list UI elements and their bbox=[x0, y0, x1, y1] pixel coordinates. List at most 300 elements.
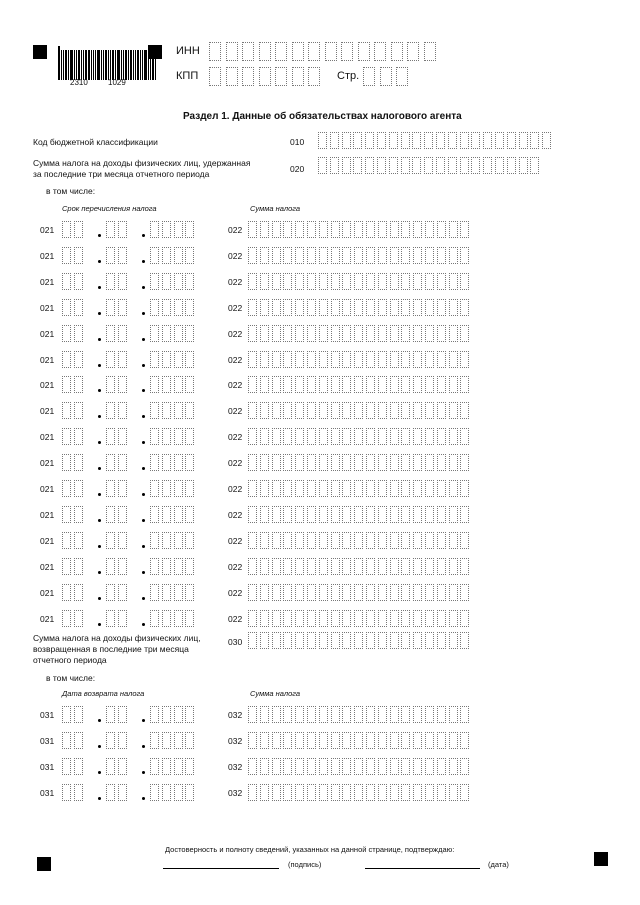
char-cell[interactable] bbox=[495, 157, 504, 174]
char-cell[interactable] bbox=[74, 221, 83, 238]
char-cell[interactable] bbox=[507, 132, 516, 149]
char-cell[interactable] bbox=[331, 325, 340, 342]
char-cell[interactable] bbox=[150, 247, 159, 264]
char-cell[interactable] bbox=[74, 376, 83, 393]
char-cell[interactable] bbox=[295, 428, 304, 445]
char-cell[interactable] bbox=[354, 558, 363, 575]
char-cell[interactable] bbox=[118, 454, 127, 471]
char-cell[interactable] bbox=[366, 480, 375, 497]
char-cell[interactable] bbox=[248, 480, 257, 497]
char-cell[interactable] bbox=[401, 732, 410, 749]
char-cell[interactable] bbox=[331, 558, 340, 575]
char-cell[interactable] bbox=[460, 247, 469, 264]
char-cell[interactable] bbox=[62, 558, 71, 575]
sum-cells[interactable] bbox=[248, 784, 472, 801]
date-month-cells[interactable] bbox=[106, 428, 130, 445]
char-cell[interactable] bbox=[424, 132, 433, 149]
char-cell[interactable] bbox=[519, 157, 528, 174]
char-cell[interactable] bbox=[174, 480, 183, 497]
char-cell[interactable] bbox=[272, 506, 281, 523]
char-cell[interactable] bbox=[272, 610, 281, 627]
char-cell[interactable] bbox=[401, 610, 410, 627]
char-cell[interactable] bbox=[185, 325, 194, 342]
char-cell[interactable] bbox=[295, 784, 304, 801]
char-cell[interactable] bbox=[74, 325, 83, 342]
char-cell[interactable] bbox=[62, 584, 71, 601]
char-cell[interactable] bbox=[366, 610, 375, 627]
char-cell[interactable] bbox=[425, 584, 434, 601]
char-cell[interactable] bbox=[106, 584, 115, 601]
date-year-cells[interactable] bbox=[150, 758, 197, 775]
char-cell[interactable] bbox=[413, 325, 422, 342]
char-cell[interactable] bbox=[425, 558, 434, 575]
char-cell[interactable] bbox=[401, 157, 410, 174]
char-cell[interactable] bbox=[425, 351, 434, 368]
char-cell[interactable] bbox=[390, 480, 399, 497]
char-cell[interactable] bbox=[106, 454, 115, 471]
char-cell[interactable] bbox=[319, 558, 328, 575]
char-cell[interactable] bbox=[260, 376, 269, 393]
char-cell[interactable] bbox=[401, 428, 410, 445]
date-day-cells[interactable] bbox=[62, 784, 86, 801]
char-cell[interactable] bbox=[209, 42, 221, 61]
char-cell[interactable] bbox=[448, 132, 457, 149]
char-cell[interactable] bbox=[248, 558, 257, 575]
char-cell[interactable] bbox=[390, 532, 399, 549]
sum-cells[interactable] bbox=[248, 532, 472, 549]
char-cell[interactable] bbox=[424, 157, 433, 174]
date-day-cells[interactable] bbox=[62, 376, 86, 393]
char-cell[interactable] bbox=[260, 221, 269, 238]
char-cell[interactable] bbox=[162, 428, 171, 445]
char-cell[interactable] bbox=[413, 454, 422, 471]
char-cell[interactable] bbox=[295, 584, 304, 601]
char-cell[interactable] bbox=[307, 480, 316, 497]
char-cell[interactable] bbox=[363, 67, 375, 86]
char-cell[interactable] bbox=[226, 42, 238, 61]
char-cell[interactable] bbox=[354, 351, 363, 368]
char-cell[interactable] bbox=[331, 480, 340, 497]
char-cell[interactable] bbox=[118, 247, 127, 264]
char-cell[interactable] bbox=[174, 376, 183, 393]
char-cell[interactable] bbox=[449, 454, 458, 471]
char-cell[interactable] bbox=[248, 584, 257, 601]
date-month-cells[interactable] bbox=[106, 610, 130, 627]
char-cell[interactable] bbox=[413, 506, 422, 523]
char-cell[interactable] bbox=[437, 221, 446, 238]
char-cell[interactable] bbox=[401, 784, 410, 801]
char-cell[interactable] bbox=[401, 584, 410, 601]
char-cell[interactable] bbox=[354, 584, 363, 601]
sum-cells[interactable] bbox=[248, 506, 472, 523]
sum-cells[interactable] bbox=[248, 732, 472, 749]
char-cell[interactable] bbox=[248, 706, 257, 723]
char-cell[interactable] bbox=[331, 706, 340, 723]
date-month-cells[interactable] bbox=[106, 325, 130, 342]
char-cell[interactable] bbox=[413, 299, 422, 316]
char-cell[interactable] bbox=[74, 610, 83, 627]
char-cell[interactable] bbox=[377, 132, 386, 149]
char-cell[interactable] bbox=[341, 42, 353, 61]
char-cell[interactable] bbox=[174, 454, 183, 471]
char-cell[interactable] bbox=[174, 273, 183, 290]
char-cell[interactable] bbox=[374, 42, 386, 61]
char-cell[interactable] bbox=[380, 67, 392, 86]
char-cell[interactable] bbox=[307, 299, 316, 316]
char-cell[interactable] bbox=[185, 402, 194, 419]
sum-cells[interactable] bbox=[248, 325, 472, 342]
sum-cells[interactable] bbox=[248, 706, 472, 723]
char-cell[interactable] bbox=[354, 706, 363, 723]
char-cell[interactable] bbox=[378, 732, 387, 749]
date-year-cells[interactable] bbox=[150, 610, 197, 627]
date-day-cells[interactable] bbox=[62, 480, 86, 497]
char-cell[interactable] bbox=[449, 402, 458, 419]
date-month-cells[interactable] bbox=[106, 480, 130, 497]
char-cell[interactable] bbox=[449, 758, 458, 775]
char-cell[interactable] bbox=[413, 221, 422, 238]
char-cell[interactable] bbox=[425, 784, 434, 801]
char-cell[interactable] bbox=[62, 480, 71, 497]
char-cell[interactable] bbox=[413, 351, 422, 368]
char-cell[interactable] bbox=[460, 632, 469, 649]
char-cell[interactable] bbox=[354, 221, 363, 238]
char-cell[interactable] bbox=[436, 132, 445, 149]
char-cell[interactable] bbox=[106, 376, 115, 393]
date-year-cells[interactable] bbox=[150, 584, 197, 601]
char-cell[interactable] bbox=[401, 506, 410, 523]
char-cell[interactable] bbox=[295, 732, 304, 749]
char-cell[interactable] bbox=[150, 784, 159, 801]
char-cell[interactable] bbox=[425, 632, 434, 649]
char-cell[interactable] bbox=[449, 506, 458, 523]
char-cell[interactable] bbox=[425, 273, 434, 290]
date-year-cells[interactable] bbox=[150, 506, 197, 523]
char-cell[interactable] bbox=[174, 506, 183, 523]
char-cell[interactable] bbox=[62, 428, 71, 445]
char-cell[interactable] bbox=[365, 132, 374, 149]
char-cell[interactable] bbox=[162, 584, 171, 601]
char-cell[interactable] bbox=[260, 706, 269, 723]
char-cell[interactable] bbox=[106, 558, 115, 575]
char-cell[interactable] bbox=[295, 273, 304, 290]
char-cell[interactable] bbox=[272, 351, 281, 368]
char-cell[interactable] bbox=[401, 299, 410, 316]
char-cell[interactable] bbox=[460, 428, 469, 445]
char-cell[interactable] bbox=[366, 706, 375, 723]
date-year-cells[interactable] bbox=[150, 351, 197, 368]
char-cell[interactable] bbox=[389, 157, 398, 174]
char-cell[interactable] bbox=[248, 325, 257, 342]
char-cell[interactable] bbox=[62, 758, 71, 775]
char-cell[interactable] bbox=[342, 784, 351, 801]
char-cell[interactable] bbox=[307, 558, 316, 575]
char-cell[interactable] bbox=[260, 632, 269, 649]
char-cell[interactable] bbox=[413, 480, 422, 497]
char-cell[interactable] bbox=[342, 532, 351, 549]
char-cell[interactable] bbox=[460, 506, 469, 523]
char-cell[interactable] bbox=[319, 706, 328, 723]
char-cell[interactable] bbox=[353, 132, 362, 149]
char-cell[interactable] bbox=[390, 632, 399, 649]
char-cell[interactable] bbox=[449, 610, 458, 627]
char-cell[interactable] bbox=[437, 532, 446, 549]
char-cell[interactable] bbox=[378, 532, 387, 549]
char-cell[interactable] bbox=[413, 610, 422, 627]
char-cell[interactable] bbox=[366, 273, 375, 290]
char-cell[interactable] bbox=[425, 299, 434, 316]
char-cell[interactable] bbox=[185, 758, 194, 775]
char-cell[interactable] bbox=[342, 558, 351, 575]
char-cell[interactable] bbox=[390, 558, 399, 575]
char-cell[interactable] bbox=[295, 454, 304, 471]
char-cell[interactable] bbox=[366, 558, 375, 575]
char-cell[interactable] bbox=[283, 351, 292, 368]
char-cell[interactable] bbox=[248, 247, 257, 264]
char-cell[interactable] bbox=[283, 299, 292, 316]
char-cell[interactable] bbox=[62, 506, 71, 523]
char-cell[interactable] bbox=[260, 273, 269, 290]
char-cell[interactable] bbox=[378, 610, 387, 627]
char-cell[interactable] bbox=[342, 376, 351, 393]
char-cell[interactable] bbox=[272, 273, 281, 290]
char-cell[interactable] bbox=[319, 610, 328, 627]
char-cell[interactable] bbox=[460, 402, 469, 419]
char-cell[interactable] bbox=[106, 402, 115, 419]
char-cell[interactable] bbox=[354, 480, 363, 497]
char-cell[interactable] bbox=[319, 273, 328, 290]
char-cell[interactable] bbox=[118, 221, 127, 238]
char-cell[interactable] bbox=[460, 299, 469, 316]
char-cell[interactable] bbox=[390, 584, 399, 601]
char-cell[interactable] bbox=[391, 42, 403, 61]
char-cell[interactable] bbox=[342, 454, 351, 471]
char-cell[interactable] bbox=[118, 402, 127, 419]
char-cell[interactable] bbox=[185, 221, 194, 238]
char-cell[interactable] bbox=[74, 758, 83, 775]
char-cell[interactable] bbox=[292, 67, 304, 86]
char-cell[interactable] bbox=[413, 273, 422, 290]
char-cell[interactable] bbox=[283, 732, 292, 749]
char-cell[interactable] bbox=[162, 325, 171, 342]
char-cell[interactable] bbox=[354, 506, 363, 523]
char-cell[interactable] bbox=[106, 706, 115, 723]
char-cell[interactable] bbox=[413, 532, 422, 549]
char-cell[interactable] bbox=[185, 584, 194, 601]
char-cell[interactable] bbox=[307, 325, 316, 342]
char-cell[interactable] bbox=[390, 376, 399, 393]
char-cell[interactable] bbox=[366, 532, 375, 549]
date-day-cells[interactable] bbox=[62, 325, 86, 342]
char-cell[interactable] bbox=[460, 758, 469, 775]
char-cell[interactable] bbox=[342, 584, 351, 601]
char-cell[interactable] bbox=[307, 584, 316, 601]
char-cell[interactable] bbox=[366, 506, 375, 523]
char-cell[interactable] bbox=[390, 402, 399, 419]
char-cell[interactable] bbox=[272, 706, 281, 723]
char-cell[interactable] bbox=[174, 558, 183, 575]
char-cell[interactable] bbox=[307, 758, 316, 775]
char-cell[interactable] bbox=[342, 758, 351, 775]
char-cell[interactable] bbox=[378, 632, 387, 649]
char-cell[interactable] bbox=[437, 351, 446, 368]
date-year-cells[interactable] bbox=[150, 402, 197, 419]
char-cell[interactable] bbox=[342, 632, 351, 649]
char-cell[interactable] bbox=[272, 428, 281, 445]
char-cell[interactable] bbox=[118, 351, 127, 368]
char-cell[interactable] bbox=[283, 247, 292, 264]
char-cell[interactable] bbox=[307, 632, 316, 649]
char-cell[interactable] bbox=[354, 299, 363, 316]
char-cell[interactable] bbox=[174, 351, 183, 368]
sum-cells[interactable] bbox=[248, 247, 472, 264]
char-cell[interactable] bbox=[401, 558, 410, 575]
date-day-cells[interactable] bbox=[62, 706, 86, 723]
char-cell[interactable] bbox=[106, 299, 115, 316]
char-cell[interactable] bbox=[331, 610, 340, 627]
char-cell[interactable] bbox=[118, 558, 127, 575]
sum-cells[interactable] bbox=[248, 351, 472, 368]
char-cell[interactable] bbox=[248, 299, 257, 316]
date-day-cells[interactable] bbox=[62, 299, 86, 316]
date-month-cells[interactable] bbox=[106, 558, 130, 575]
char-cell[interactable] bbox=[283, 325, 292, 342]
char-cell[interactable] bbox=[106, 784, 115, 801]
char-cell[interactable] bbox=[460, 480, 469, 497]
char-cell[interactable] bbox=[425, 506, 434, 523]
sum-cells[interactable] bbox=[248, 402, 472, 419]
char-cell[interactable] bbox=[185, 610, 194, 627]
char-cell[interactable] bbox=[390, 758, 399, 775]
char-cell[interactable] bbox=[62, 247, 71, 264]
char-cell[interactable] bbox=[377, 157, 386, 174]
char-cell[interactable] bbox=[74, 532, 83, 549]
char-cell[interactable] bbox=[174, 402, 183, 419]
char-cell[interactable] bbox=[342, 402, 351, 419]
char-cell[interactable] bbox=[106, 325, 115, 342]
char-cell[interactable] bbox=[106, 247, 115, 264]
kbk-cells[interactable] bbox=[318, 132, 554, 149]
char-cell[interactable] bbox=[366, 221, 375, 238]
char-cell[interactable] bbox=[118, 428, 127, 445]
char-cell[interactable] bbox=[162, 784, 171, 801]
char-cell[interactable] bbox=[283, 532, 292, 549]
char-cell[interactable] bbox=[460, 732, 469, 749]
char-cell[interactable] bbox=[226, 67, 238, 86]
char-cell[interactable] bbox=[331, 273, 340, 290]
char-cell[interactable] bbox=[319, 632, 328, 649]
sum-cells[interactable] bbox=[248, 273, 472, 290]
char-cell[interactable] bbox=[437, 454, 446, 471]
char-cell[interactable] bbox=[118, 706, 127, 723]
char-cell[interactable] bbox=[331, 784, 340, 801]
char-cell[interactable] bbox=[307, 732, 316, 749]
char-cell[interactable] bbox=[150, 299, 159, 316]
char-cell[interactable] bbox=[319, 402, 328, 419]
char-cell[interactable] bbox=[353, 157, 362, 174]
char-cell[interactable] bbox=[342, 157, 351, 174]
char-cell[interactable] bbox=[283, 454, 292, 471]
char-cell[interactable] bbox=[295, 532, 304, 549]
char-cell[interactable] bbox=[174, 221, 183, 238]
char-cell[interactable] bbox=[437, 480, 446, 497]
char-cell[interactable] bbox=[413, 376, 422, 393]
char-cell[interactable] bbox=[366, 632, 375, 649]
date-month-cells[interactable] bbox=[106, 732, 130, 749]
char-cell[interactable] bbox=[74, 506, 83, 523]
char-cell[interactable] bbox=[449, 584, 458, 601]
char-cell[interactable] bbox=[74, 584, 83, 601]
char-cell[interactable] bbox=[62, 273, 71, 290]
char-cell[interactable] bbox=[390, 221, 399, 238]
char-cell[interactable] bbox=[62, 402, 71, 419]
char-cell[interactable] bbox=[413, 758, 422, 775]
char-cell[interactable] bbox=[295, 325, 304, 342]
char-cell[interactable] bbox=[331, 632, 340, 649]
char-cell[interactable] bbox=[319, 376, 328, 393]
char-cell[interactable] bbox=[295, 632, 304, 649]
char-cell[interactable] bbox=[354, 376, 363, 393]
char-cell[interactable] bbox=[295, 299, 304, 316]
char-cell[interactable] bbox=[390, 454, 399, 471]
char-cell[interactable] bbox=[471, 157, 480, 174]
char-cell[interactable] bbox=[530, 132, 539, 149]
char-cell[interactable] bbox=[118, 584, 127, 601]
char-cell[interactable] bbox=[449, 299, 458, 316]
char-cell[interactable] bbox=[366, 247, 375, 264]
char-cell[interactable] bbox=[390, 299, 399, 316]
date-year-cells[interactable] bbox=[150, 325, 197, 342]
char-cell[interactable] bbox=[401, 376, 410, 393]
char-cell[interactable] bbox=[460, 584, 469, 601]
date-month-cells[interactable] bbox=[106, 402, 130, 419]
char-cell[interactable] bbox=[307, 273, 316, 290]
char-cell[interactable] bbox=[425, 480, 434, 497]
char-cell[interactable] bbox=[401, 132, 410, 149]
page-number-cells[interactable] bbox=[363, 67, 413, 86]
sum-cells[interactable] bbox=[248, 376, 472, 393]
char-cell[interactable] bbox=[331, 428, 340, 445]
char-cell[interactable] bbox=[283, 221, 292, 238]
char-cell[interactable] bbox=[354, 632, 363, 649]
char-cell[interactable] bbox=[260, 247, 269, 264]
char-cell[interactable] bbox=[460, 132, 469, 149]
char-cell[interactable] bbox=[275, 67, 287, 86]
sum-cells[interactable] bbox=[248, 221, 472, 238]
char-cell[interactable] bbox=[401, 325, 410, 342]
char-cell[interactable] bbox=[74, 732, 83, 749]
char-cell[interactable] bbox=[260, 325, 269, 342]
char-cell[interactable] bbox=[330, 132, 339, 149]
char-cell[interactable] bbox=[401, 402, 410, 419]
char-cell[interactable] bbox=[260, 454, 269, 471]
char-cell[interactable] bbox=[283, 480, 292, 497]
char-cell[interactable] bbox=[425, 325, 434, 342]
char-cell[interactable] bbox=[272, 732, 281, 749]
char-cell[interactable] bbox=[162, 706, 171, 723]
char-cell[interactable] bbox=[437, 506, 446, 523]
char-cell[interactable] bbox=[354, 454, 363, 471]
char-cell[interactable] bbox=[449, 273, 458, 290]
char-cell[interactable] bbox=[378, 351, 387, 368]
char-cell[interactable] bbox=[272, 221, 281, 238]
char-cell[interactable] bbox=[307, 610, 316, 627]
char-cell[interactable] bbox=[248, 610, 257, 627]
char-cell[interactable] bbox=[378, 221, 387, 238]
char-cell[interactable] bbox=[319, 758, 328, 775]
char-cell[interactable] bbox=[272, 402, 281, 419]
char-cell[interactable] bbox=[437, 376, 446, 393]
